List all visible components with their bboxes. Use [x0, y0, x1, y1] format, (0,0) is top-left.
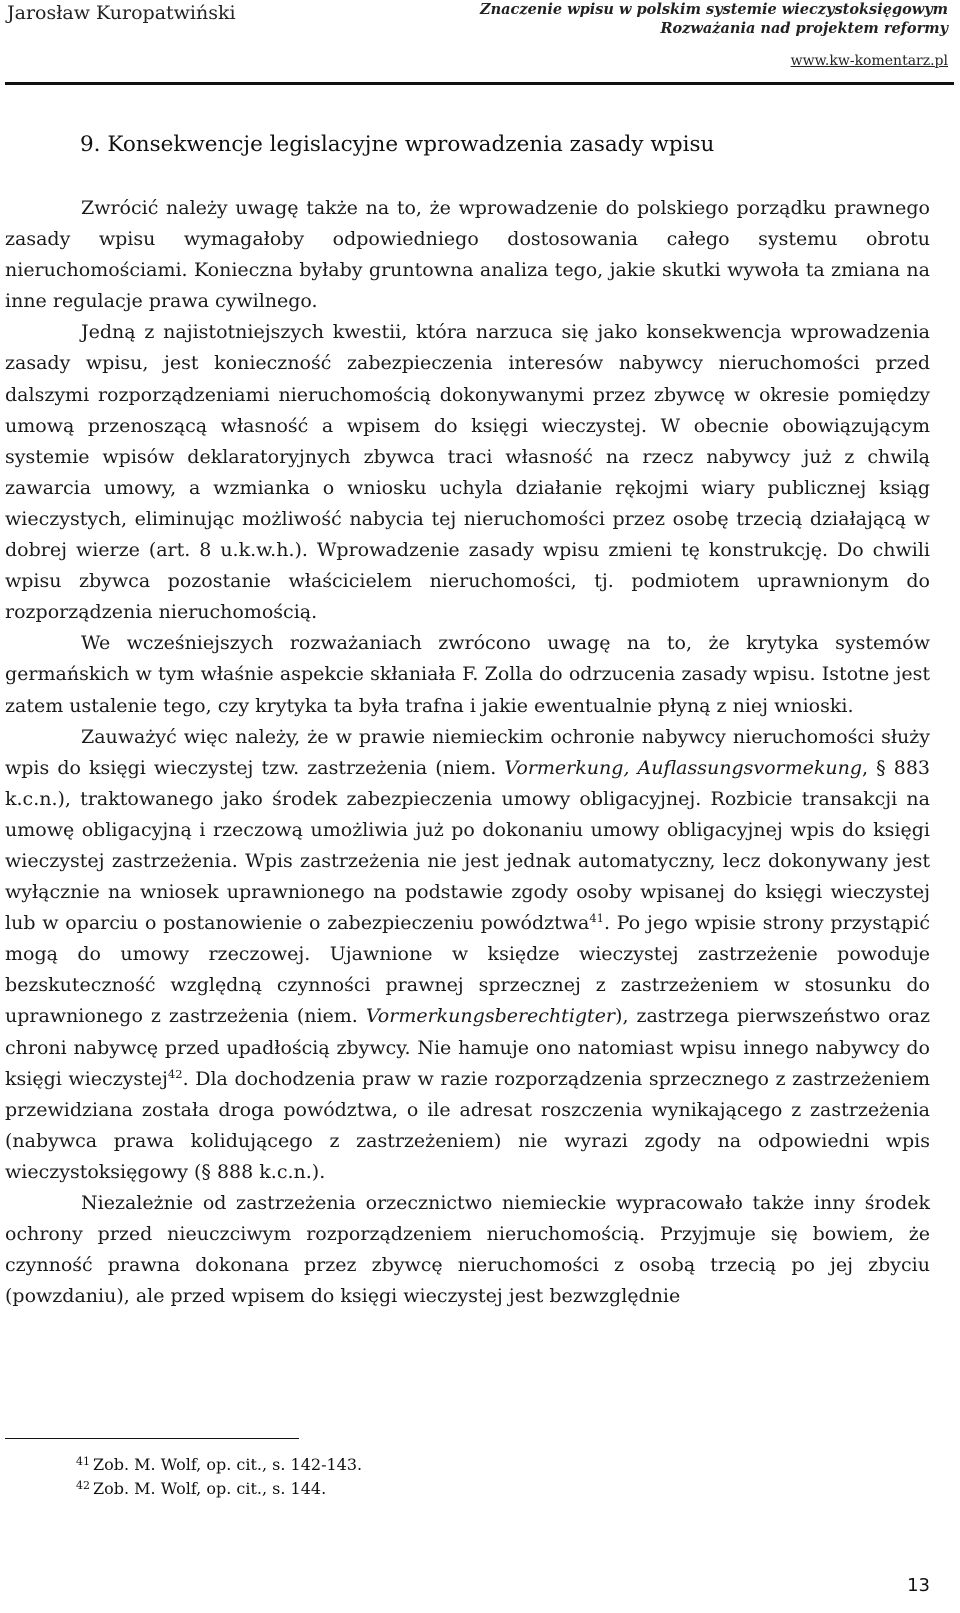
paragraph-5: Niezależnie od zastrzeżenia orzecznictwo niemieckie wypracowało także inny środek ochrony przed nieuczciwym rozporządzeniem nieruchomością. Przyjmuje się bowiem, że czynność prawna dokonana przez zbywcę nieruchomości z osobą trzecią po jej zbyciu (powzdaniu), ale przed wpisem do księgi wieczystej jest bezwzględnie [5, 1192, 930, 1308]
header-divider [5, 82, 954, 85]
footnote-ref-41[interactable]: 41 [589, 911, 604, 926]
section-title: 9. Konsekwencje legislacyjne wprowadzenia zasady wpisu [80, 132, 715, 157]
footnote-text: Zob. M. Wolf, op. cit., s. 144. [93, 1479, 327, 1498]
paragraph-3: We wcześniejszych rozważaniach zwrócono uwagę na to, że krytyka systemów germańskich w tym właśnie aspekcie skłaniała F. Zolla do odrzucenia zasady wpisu. Istotne jest zatem ustalenie tego, czy krytyka ta była trafna i jakie ewentualnie płyną z niej wnioski. [5, 632, 930, 717]
header-subtitle: Rozważania nad projektem reformy [660, 20, 948, 37]
paragraph-4-text-e: . Dla dochodzenia praw w razie rozporządzenia sprzecznego z zastrzeżeniem przewidziana została droga powództwa, o ile adresat roszczenia wynikającego z zastrzeżenia (nabywca prawa kolidującego z zastrzeżeniem) nie wyrazi zgody na odpowiedni wpis wieczystoksięgowy (§ 888 k.c.n.). [5, 1067, 930, 1183]
footnote-number: 42 [76, 1479, 90, 1492]
paragraph-2: Jedną z najistotniejszych kwestii, która narzuca się jako konsekwencja wprowadzenia zasady wpisu, jest konieczność zabezpieczenia interesów nabywcy nieruchomości przed dalszymi rozporządzeniami nieruchomością dokonywanymi przez zbywcę w okresie pomiędzy umową przenoszącą własność a wpisem do księgi wieczystej. W obecnie obowiązującym systemie wpisów deklaratoryjnych zbywca traci własność na rzecz nabywcy już z chwilą zawarcia umowy, a wzmianka o wniosku uchyla działanie rękojmi wiary publicznej ksiąg wieczystych, eliminując możliwość nabycia tej nieruchomości przez osobę trzecią działającą w dobrej wierze (art. 8 u.k.w.h.). Wprowadzenie zasady wpisu zmieni tę konstrukcję. Do chwili wpisu zbywca pozostanie właścicielem nieruchomości, tj. podmiotem uprawnionym do rozporządzenia nieruchomością. [5, 321, 930, 624]
term-vormerkungsberechtigter: Vormerkungsberechtigter [365, 1005, 616, 1028]
footnote-text: Zob. M. Wolf, op. cit., s. 142-143. [93, 1455, 363, 1474]
paragraph-4-text-a: Zauważyć więc należy, że w prawie niemieckim ochronie nabywcy nieruchomości służy wpis do księgi wieczystej tzw. zastrzeżenia (niem. [5, 725, 930, 779]
paragraph-4-text-c: . Po jego wpisie strony przystąpić mogą do umowy rzeczowej. Ujawnione w księdze wieczystej zastrzeżenie powoduje bezskuteczność względną czynności prawnej sprzecznej z zastrzeżeniem w stosunku do uprawnionego z zastrzeżenia (niem. [5, 912, 930, 1028]
footnote-42 [76, 1477, 362, 1501]
footnote-41 [76, 1453, 362, 1477]
footnote-number: 41 [76, 1455, 90, 1468]
page-number: 13 [907, 1575, 930, 1596]
paragraph-4 [5, 722, 930, 1188]
footnotes [76, 1453, 362, 1501]
header-title-block [480, 0, 948, 38]
paragraph-4-text-b: , § 883 k.c.n.), traktowanego jako środek zabezpieczenia umowy obligacyjnej. Rozbicie transakcji na umowę obligacyjną i rzeczową umożliwia już po dokonaniu umowy obligacyjnej wpis do księgi wieczystej zastrzeżenia. Wpis zastrzeżenia nie jest jednak automatyczny, lecz dokonywany jest wyłącznie na wniosek uprawnionego na podstawie zgody osoby wpisanej do księgi wieczystej lub w oparciu o postanowienie o zabezpieczeniu powództwa [5, 756, 930, 935]
footnote-divider [5, 1438, 299, 1439]
paragraph-1: Zwrócić należy uwagę także na to, że wprowadzenie do polskiego porządku prawnego zasady wpisu wymagałoby odpowiedniego dostosowania całego systemu obrotu nieruchomościami. Konieczna byłaby gruntowna analiza tego, jakie skutki wywoła ta zmiana na inne regulacje prawa cywilnego. [5, 197, 930, 313]
paragraph-4-text-d: ), zastrzega pierwszeństwo oraz chroni nabywcę przed upadłością zbywcy. Nie hamuje ono natomiast wpisu innego nabywcy do księgi wieczystej [5, 1005, 930, 1090]
header-url-link[interactable]: www.kw-komentarz.pl [790, 53, 948, 69]
body-text [5, 193, 930, 1312]
header-title: Znaczenie wpisu w polskim systemie wieczystoksięgowym [479, 1, 948, 18]
term-vormerkung: Vormerkung, Auflassungsvormekung [504, 756, 863, 779]
footnote-ref-42[interactable]: 42 [167, 1066, 183, 1081]
header-author: Jarosław Kuropatwiński [7, 2, 236, 24]
